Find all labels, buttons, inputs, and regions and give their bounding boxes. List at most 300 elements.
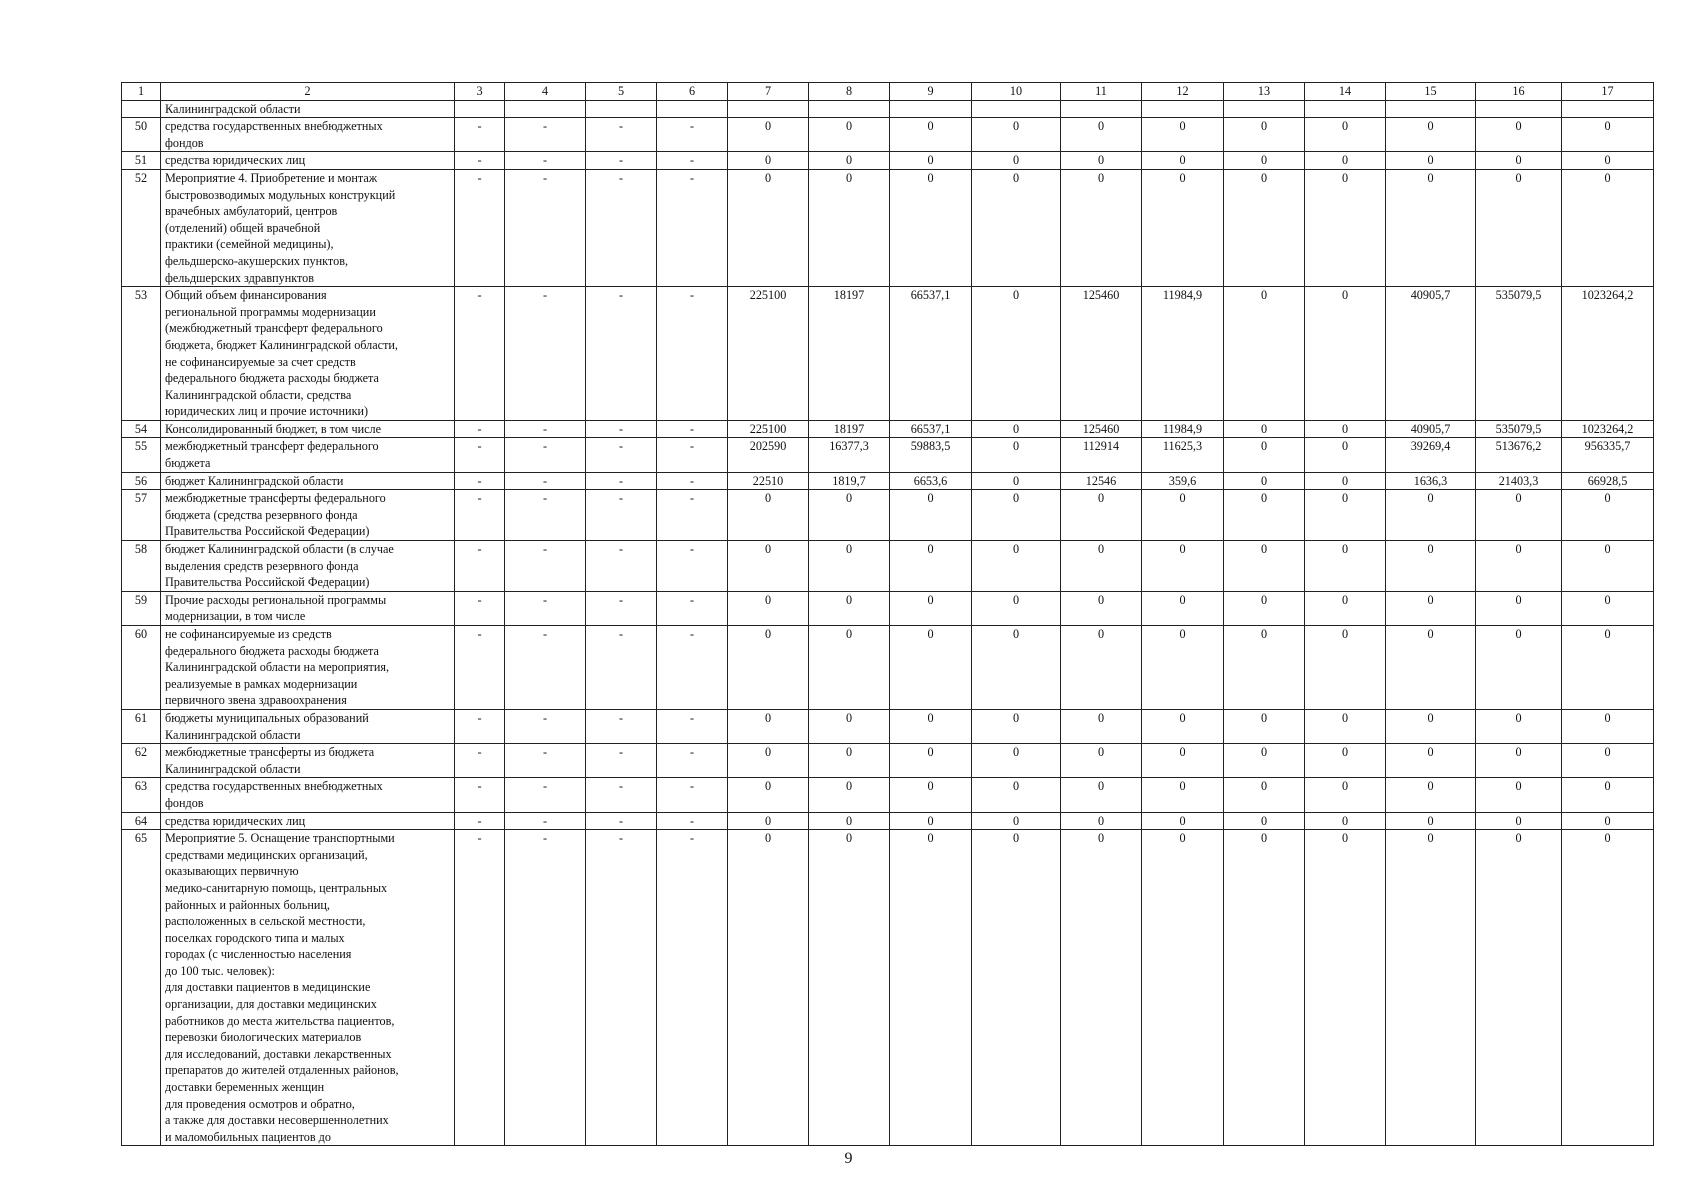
- table-row: [122, 420, 1654, 438]
- table-row: [122, 744, 1654, 778]
- value-cell: 0: [728, 778, 809, 812]
- value-cell: 125460: [1061, 287, 1142, 421]
- value-cell: -: [657, 830, 728, 1146]
- value-cell: 0: [1386, 778, 1476, 812]
- value-cell: 0: [1476, 591, 1562, 625]
- value-cell: 0: [890, 709, 972, 743]
- value-cell: 0: [1562, 152, 1654, 170]
- description-line: бюджеты муниципальных образований: [165, 710, 369, 725]
- row-number: 65: [122, 830, 161, 1146]
- value-cell: 0: [1142, 709, 1224, 743]
- value-cell: 0: [1061, 591, 1142, 625]
- value-cell: 0: [1305, 778, 1386, 812]
- value-cell: [657, 100, 728, 118]
- description-line: Мероприятие 4. Приобретение и монтаж: [165, 170, 378, 185]
- row-number: 63: [122, 778, 161, 812]
- value-cell: 0: [1562, 778, 1654, 812]
- value-cell: 225100: [728, 420, 809, 438]
- description-line: работников до места жительства пациентов,: [165, 1013, 395, 1028]
- table-row: [122, 287, 1654, 421]
- value-cell: 0: [972, 169, 1061, 286]
- description-line: Калининградской области: [165, 761, 301, 776]
- value-cell: [1305, 100, 1386, 118]
- row-description: [161, 744, 455, 778]
- value-cell: 0: [972, 541, 1061, 592]
- value-cell: 0: [1224, 287, 1305, 421]
- value-cell: 0: [1305, 472, 1386, 490]
- value-cell: 18197: [809, 287, 890, 421]
- row-number: 55: [122, 438, 161, 472]
- value-cell: -: [657, 626, 728, 710]
- column-header: 2: [161, 83, 455, 101]
- column-header: 13: [1224, 83, 1305, 101]
- description-line: юридических лиц и прочие источники): [165, 404, 369, 419]
- value-cell: [1476, 100, 1562, 118]
- value-cell: 0: [1562, 830, 1654, 1146]
- value-cell: -: [586, 490, 657, 541]
- value-cell: 0: [1386, 169, 1476, 286]
- value-cell: 0: [1061, 169, 1142, 286]
- value-cell: 0: [1386, 626, 1476, 710]
- value-cell: [1386, 100, 1476, 118]
- description-line: организации, для доставки медицинских: [165, 997, 377, 1012]
- row-description: [161, 591, 455, 625]
- column-header: 14: [1305, 83, 1386, 101]
- value-cell: 0: [1061, 778, 1142, 812]
- row-number: 53: [122, 287, 161, 421]
- value-cell: 0: [1305, 541, 1386, 592]
- value-cell: 0: [809, 169, 890, 286]
- value-cell: -: [455, 490, 505, 541]
- value-cell: 0: [1061, 541, 1142, 592]
- value-cell: 0: [728, 591, 809, 625]
- value-cell: -: [455, 812, 505, 830]
- page-number: 9: [844, 1150, 853, 1167]
- row-description: [161, 118, 455, 152]
- value-cell: 0: [890, 626, 972, 710]
- value-cell: -: [657, 420, 728, 438]
- value-cell: 0: [1562, 591, 1654, 625]
- description-line: для доставки пациентов в медицинские: [165, 980, 371, 995]
- description-line: Консолидированный бюджет, в том числе: [165, 421, 381, 436]
- row-number: 56: [122, 472, 161, 490]
- value-cell: 0: [1142, 626, 1224, 710]
- row-number: 59: [122, 591, 161, 625]
- description-line: фельдшерско-акушерских пунктов,: [165, 253, 348, 268]
- value-cell: 16377,3: [809, 438, 890, 472]
- value-cell: 0: [1305, 438, 1386, 472]
- value-cell: 0: [1061, 744, 1142, 778]
- description-line: фондов: [165, 135, 204, 150]
- value-cell: 0: [1476, 490, 1562, 541]
- value-cell: 0: [1476, 744, 1562, 778]
- value-cell: 0: [1386, 744, 1476, 778]
- value-cell: 0: [1305, 152, 1386, 170]
- value-cell: -: [586, 287, 657, 421]
- table-row: [122, 118, 1654, 152]
- description-line: модернизации, в том числе: [165, 609, 306, 624]
- description-line: средства государственных внебюджетных: [165, 119, 383, 134]
- value-cell: 0: [1224, 152, 1305, 170]
- row-description: [161, 490, 455, 541]
- description-line: федерального бюджета расходы бюджета: [165, 371, 379, 386]
- value-cell: 0: [1562, 541, 1654, 592]
- value-cell: 0: [1476, 709, 1562, 743]
- value-cell: 0: [728, 541, 809, 592]
- table-row: [122, 100, 1654, 118]
- value-cell: 0: [1386, 591, 1476, 625]
- value-cell: 0: [972, 420, 1061, 438]
- description-line: районных и районных больниц,: [165, 897, 330, 912]
- value-cell: 0: [809, 709, 890, 743]
- value-cell: 0: [1061, 626, 1142, 710]
- value-cell: 0: [1224, 591, 1305, 625]
- value-cell: 0: [972, 591, 1061, 625]
- value-cell: 0: [1061, 830, 1142, 1146]
- value-cell: -: [586, 541, 657, 592]
- value-cell: -: [505, 152, 586, 170]
- value-cell: 0: [1562, 812, 1654, 830]
- value-cell: 0: [809, 591, 890, 625]
- description-line: не софинансируемые за счет средств: [165, 354, 356, 369]
- description-line: Правительства Российской Федерации): [165, 575, 370, 590]
- description-line: бюджета (средства резервного фонда: [165, 507, 358, 522]
- description-line: реализуемые в рамках модернизации: [165, 676, 358, 691]
- value-cell: 535079,5: [1476, 420, 1562, 438]
- row-number: 64: [122, 812, 161, 830]
- value-cell: 0: [1224, 812, 1305, 830]
- value-cell: 0: [1142, 541, 1224, 592]
- value-cell: 0: [1386, 490, 1476, 541]
- value-cell: 359,6: [1142, 472, 1224, 490]
- value-cell: -: [455, 472, 505, 490]
- value-cell: -: [586, 118, 657, 152]
- value-cell: 0: [1142, 169, 1224, 286]
- column-header: 17: [1562, 83, 1654, 101]
- value-cell: -: [657, 778, 728, 812]
- value-cell: -: [586, 744, 657, 778]
- description-line: не софинансируемые из средств: [165, 627, 332, 641]
- description-line: первичного звена здравоохранения: [165, 693, 347, 708]
- value-cell: 112914: [1061, 438, 1142, 472]
- value-cell: 0: [972, 812, 1061, 830]
- value-cell: 0: [728, 830, 809, 1146]
- description-line: а также для доставки несовершеннолетних: [165, 1113, 389, 1128]
- value-cell: 0: [809, 118, 890, 152]
- description-line: Правительства Российской Федерации): [165, 524, 370, 539]
- value-cell: 0: [1386, 541, 1476, 592]
- value-cell: 0: [728, 118, 809, 152]
- row-description: [161, 169, 455, 286]
- value-cell: -: [455, 420, 505, 438]
- row-number: [122, 100, 161, 118]
- description-line: практики (семейной медицины),: [165, 237, 334, 252]
- description-line: средства государственных внебюджетных: [165, 779, 383, 794]
- description-line: фельдшерских здравпунктов: [165, 270, 314, 285]
- value-cell: 0: [1061, 709, 1142, 743]
- row-description: [161, 812, 455, 830]
- description-line: бюджета, бюджет Калининградской области,: [165, 337, 398, 352]
- value-cell: 0: [809, 541, 890, 592]
- value-cell: 11984,9: [1142, 420, 1224, 438]
- value-cell: -: [505, 438, 586, 472]
- column-header: 5: [586, 83, 657, 101]
- value-cell: 0: [809, 152, 890, 170]
- value-cell: 0: [1224, 709, 1305, 743]
- row-description: [161, 541, 455, 592]
- description-line: Калининградской области, средства: [165, 387, 352, 402]
- value-cell: -: [505, 541, 586, 592]
- description-line: региональной программы модернизации: [165, 304, 376, 319]
- row-number: 57: [122, 490, 161, 541]
- value-cell: 0: [728, 744, 809, 778]
- financing-table: [121, 82, 1654, 1146]
- table-row: [122, 709, 1654, 743]
- value-cell: 0: [890, 778, 972, 812]
- description-line: Калининградской области: [165, 727, 301, 742]
- column-header: 9: [890, 83, 972, 101]
- value-cell: 0: [1142, 744, 1224, 778]
- value-cell: 11984,9: [1142, 287, 1224, 421]
- value-cell: 0: [972, 472, 1061, 490]
- value-cell: 0: [1061, 490, 1142, 541]
- value-cell: 0: [1476, 830, 1562, 1146]
- value-cell: 0: [890, 490, 972, 541]
- value-cell: 66537,1: [890, 420, 972, 438]
- value-cell: -: [505, 778, 586, 812]
- value-cell: 0: [1305, 420, 1386, 438]
- value-cell: -: [586, 591, 657, 625]
- value-cell: 0: [1224, 118, 1305, 152]
- value-cell: 12546: [1061, 472, 1142, 490]
- row-description: [161, 626, 455, 710]
- value-cell: 1819,7: [809, 472, 890, 490]
- value-cell: -: [505, 420, 586, 438]
- value-cell: 0: [809, 778, 890, 812]
- description-line: (отделений) общей врачебной: [165, 220, 321, 235]
- value-cell: 0: [1142, 830, 1224, 1146]
- row-description: [161, 287, 455, 421]
- value-cell: 125460: [1061, 420, 1142, 438]
- value-cell: 0: [1305, 287, 1386, 421]
- value-cell: 0: [1142, 490, 1224, 541]
- column-header: 16: [1476, 83, 1562, 101]
- value-cell: 0: [1305, 830, 1386, 1146]
- description-line: межбюджетный трансферт федерального: [165, 439, 379, 454]
- value-cell: [455, 100, 505, 118]
- row-description: [161, 100, 455, 118]
- value-cell: [505, 100, 586, 118]
- value-cell: 0: [1224, 778, 1305, 812]
- value-cell: -: [657, 169, 728, 286]
- value-cell: 0: [1476, 626, 1562, 710]
- value-cell: 0: [890, 118, 972, 152]
- value-cell: -: [505, 830, 586, 1146]
- value-cell: 0: [728, 709, 809, 743]
- value-cell: 0: [1562, 744, 1654, 778]
- value-cell: 0: [1305, 709, 1386, 743]
- row-description: [161, 778, 455, 812]
- value-cell: 0: [972, 438, 1061, 472]
- value-cell: -: [657, 541, 728, 592]
- value-cell: -: [586, 169, 657, 286]
- value-cell: 0: [1305, 744, 1386, 778]
- value-cell: 0: [1142, 812, 1224, 830]
- description-line: для исследований, доставки лекарственных: [165, 1046, 392, 1061]
- value-cell: 0: [1142, 118, 1224, 152]
- value-cell: 0: [972, 490, 1061, 541]
- value-cell: [1061, 100, 1142, 118]
- value-cell: 0: [1476, 778, 1562, 812]
- value-cell: 0: [1061, 812, 1142, 830]
- value-cell: 0: [1386, 830, 1476, 1146]
- value-cell: 956335,7: [1562, 438, 1654, 472]
- value-cell: 0: [809, 830, 890, 1146]
- value-cell: 1023264,2: [1562, 287, 1654, 421]
- value-cell: 0: [728, 490, 809, 541]
- column-header: 10: [972, 83, 1061, 101]
- value-cell: 0: [1224, 626, 1305, 710]
- value-cell: -: [455, 591, 505, 625]
- value-cell: -: [505, 709, 586, 743]
- row-number: 58: [122, 541, 161, 592]
- description-line: для проведения осмотров и обратно,: [165, 1096, 355, 1111]
- value-cell: -: [455, 287, 505, 421]
- value-cell: [1142, 100, 1224, 118]
- value-cell: 0: [728, 152, 809, 170]
- value-cell: -: [455, 152, 505, 170]
- value-cell: 0: [1386, 118, 1476, 152]
- value-cell: 0: [1061, 118, 1142, 152]
- table-row: [122, 626, 1654, 710]
- value-cell: 0: [1476, 541, 1562, 592]
- column-header: 1: [122, 83, 161, 101]
- value-cell: 1636,3: [1386, 472, 1476, 490]
- description-line: выделения средств резервного фонда: [165, 558, 359, 573]
- column-header: 6: [657, 83, 728, 101]
- description-line: Калининградской области на мероприятия,: [165, 660, 390, 675]
- value-cell: 0: [1142, 591, 1224, 625]
- value-cell: 0: [1305, 490, 1386, 541]
- value-cell: [972, 100, 1061, 118]
- value-cell: 0: [890, 152, 972, 170]
- column-header: 12: [1142, 83, 1224, 101]
- value-cell: -: [586, 420, 657, 438]
- value-cell: 0: [890, 744, 972, 778]
- row-number: 60: [122, 626, 161, 710]
- value-cell: -: [657, 438, 728, 472]
- description-line: фондов: [165, 795, 204, 810]
- value-cell: -: [505, 169, 586, 286]
- description-line: средствами медицинских организаций,: [165, 847, 368, 862]
- value-cell: -: [455, 626, 505, 710]
- value-cell: 0: [1562, 118, 1654, 152]
- value-cell: 18197: [809, 420, 890, 438]
- value-cell: -: [505, 744, 586, 778]
- value-cell: -: [505, 472, 586, 490]
- table-row: [122, 830, 1654, 1146]
- value-cell: 66928,5: [1562, 472, 1654, 490]
- description-line: бюджет Калининградской области: [165, 473, 344, 488]
- value-cell: -: [657, 591, 728, 625]
- description-line: медико-санитарную помощь, центральных: [165, 880, 388, 895]
- value-cell: -: [657, 490, 728, 541]
- value-cell: -: [505, 490, 586, 541]
- value-cell: -: [455, 118, 505, 152]
- value-cell: 0: [972, 118, 1061, 152]
- value-cell: 0: [890, 812, 972, 830]
- value-cell: 0: [809, 626, 890, 710]
- description-line: Прочие расходы региональной программы: [165, 592, 387, 607]
- value-cell: 0: [1224, 541, 1305, 592]
- value-cell: -: [657, 472, 728, 490]
- value-cell: -: [505, 626, 586, 710]
- value-cell: 0: [1224, 169, 1305, 286]
- value-cell: 0: [972, 744, 1061, 778]
- description-line: до 100 тыс. человек):: [165, 963, 275, 978]
- table-row: [122, 778, 1654, 812]
- value-cell: [1224, 100, 1305, 118]
- row-number: 61: [122, 709, 161, 743]
- description-line: межбюджетные трансферты из бюджета: [165, 745, 375, 760]
- value-cell: 0: [809, 812, 890, 830]
- value-cell: [809, 100, 890, 118]
- value-cell: 0: [728, 626, 809, 710]
- description-line: Общий объем финансирования: [165, 288, 327, 303]
- table-row: [122, 812, 1654, 830]
- description-line: быстровозводимых модульных конструкций: [165, 187, 396, 202]
- value-cell: 0: [728, 169, 809, 286]
- value-cell: 0: [1476, 169, 1562, 286]
- value-cell: 0: [1305, 118, 1386, 152]
- value-cell: 0: [1305, 812, 1386, 830]
- row-description: [161, 438, 455, 472]
- value-cell: 11625,3: [1142, 438, 1224, 472]
- value-cell: 0: [972, 778, 1061, 812]
- value-cell: 39269,4: [1386, 438, 1476, 472]
- row-description: [161, 472, 455, 490]
- row-number: 51: [122, 152, 161, 170]
- value-cell: 0: [1476, 152, 1562, 170]
- description-line: доставки беременных женщин: [165, 1080, 325, 1095]
- row-number: 52: [122, 169, 161, 286]
- description-line: расположенных в сельской местности,: [165, 914, 366, 929]
- value-cell: -: [455, 744, 505, 778]
- value-cell: 0: [1562, 626, 1654, 710]
- value-cell: -: [505, 118, 586, 152]
- value-cell: 0: [1224, 830, 1305, 1146]
- value-cell: 0: [1061, 152, 1142, 170]
- value-cell: 0: [890, 541, 972, 592]
- value-cell: 0: [728, 812, 809, 830]
- value-cell: [890, 100, 972, 118]
- value-cell: -: [657, 744, 728, 778]
- table-row: [122, 591, 1654, 625]
- value-cell: 0: [972, 287, 1061, 421]
- value-cell: 40905,7: [1386, 420, 1476, 438]
- row-description: [161, 420, 455, 438]
- value-cell: -: [586, 626, 657, 710]
- value-cell: 0: [1305, 626, 1386, 710]
- value-cell: 0: [1224, 472, 1305, 490]
- table-row: [122, 472, 1654, 490]
- value-cell: 0: [972, 709, 1061, 743]
- row-number: 62: [122, 744, 161, 778]
- value-cell: 0: [972, 626, 1061, 710]
- value-cell: 0: [972, 152, 1061, 170]
- value-cell: 0: [1476, 118, 1562, 152]
- value-cell: 0: [1142, 152, 1224, 170]
